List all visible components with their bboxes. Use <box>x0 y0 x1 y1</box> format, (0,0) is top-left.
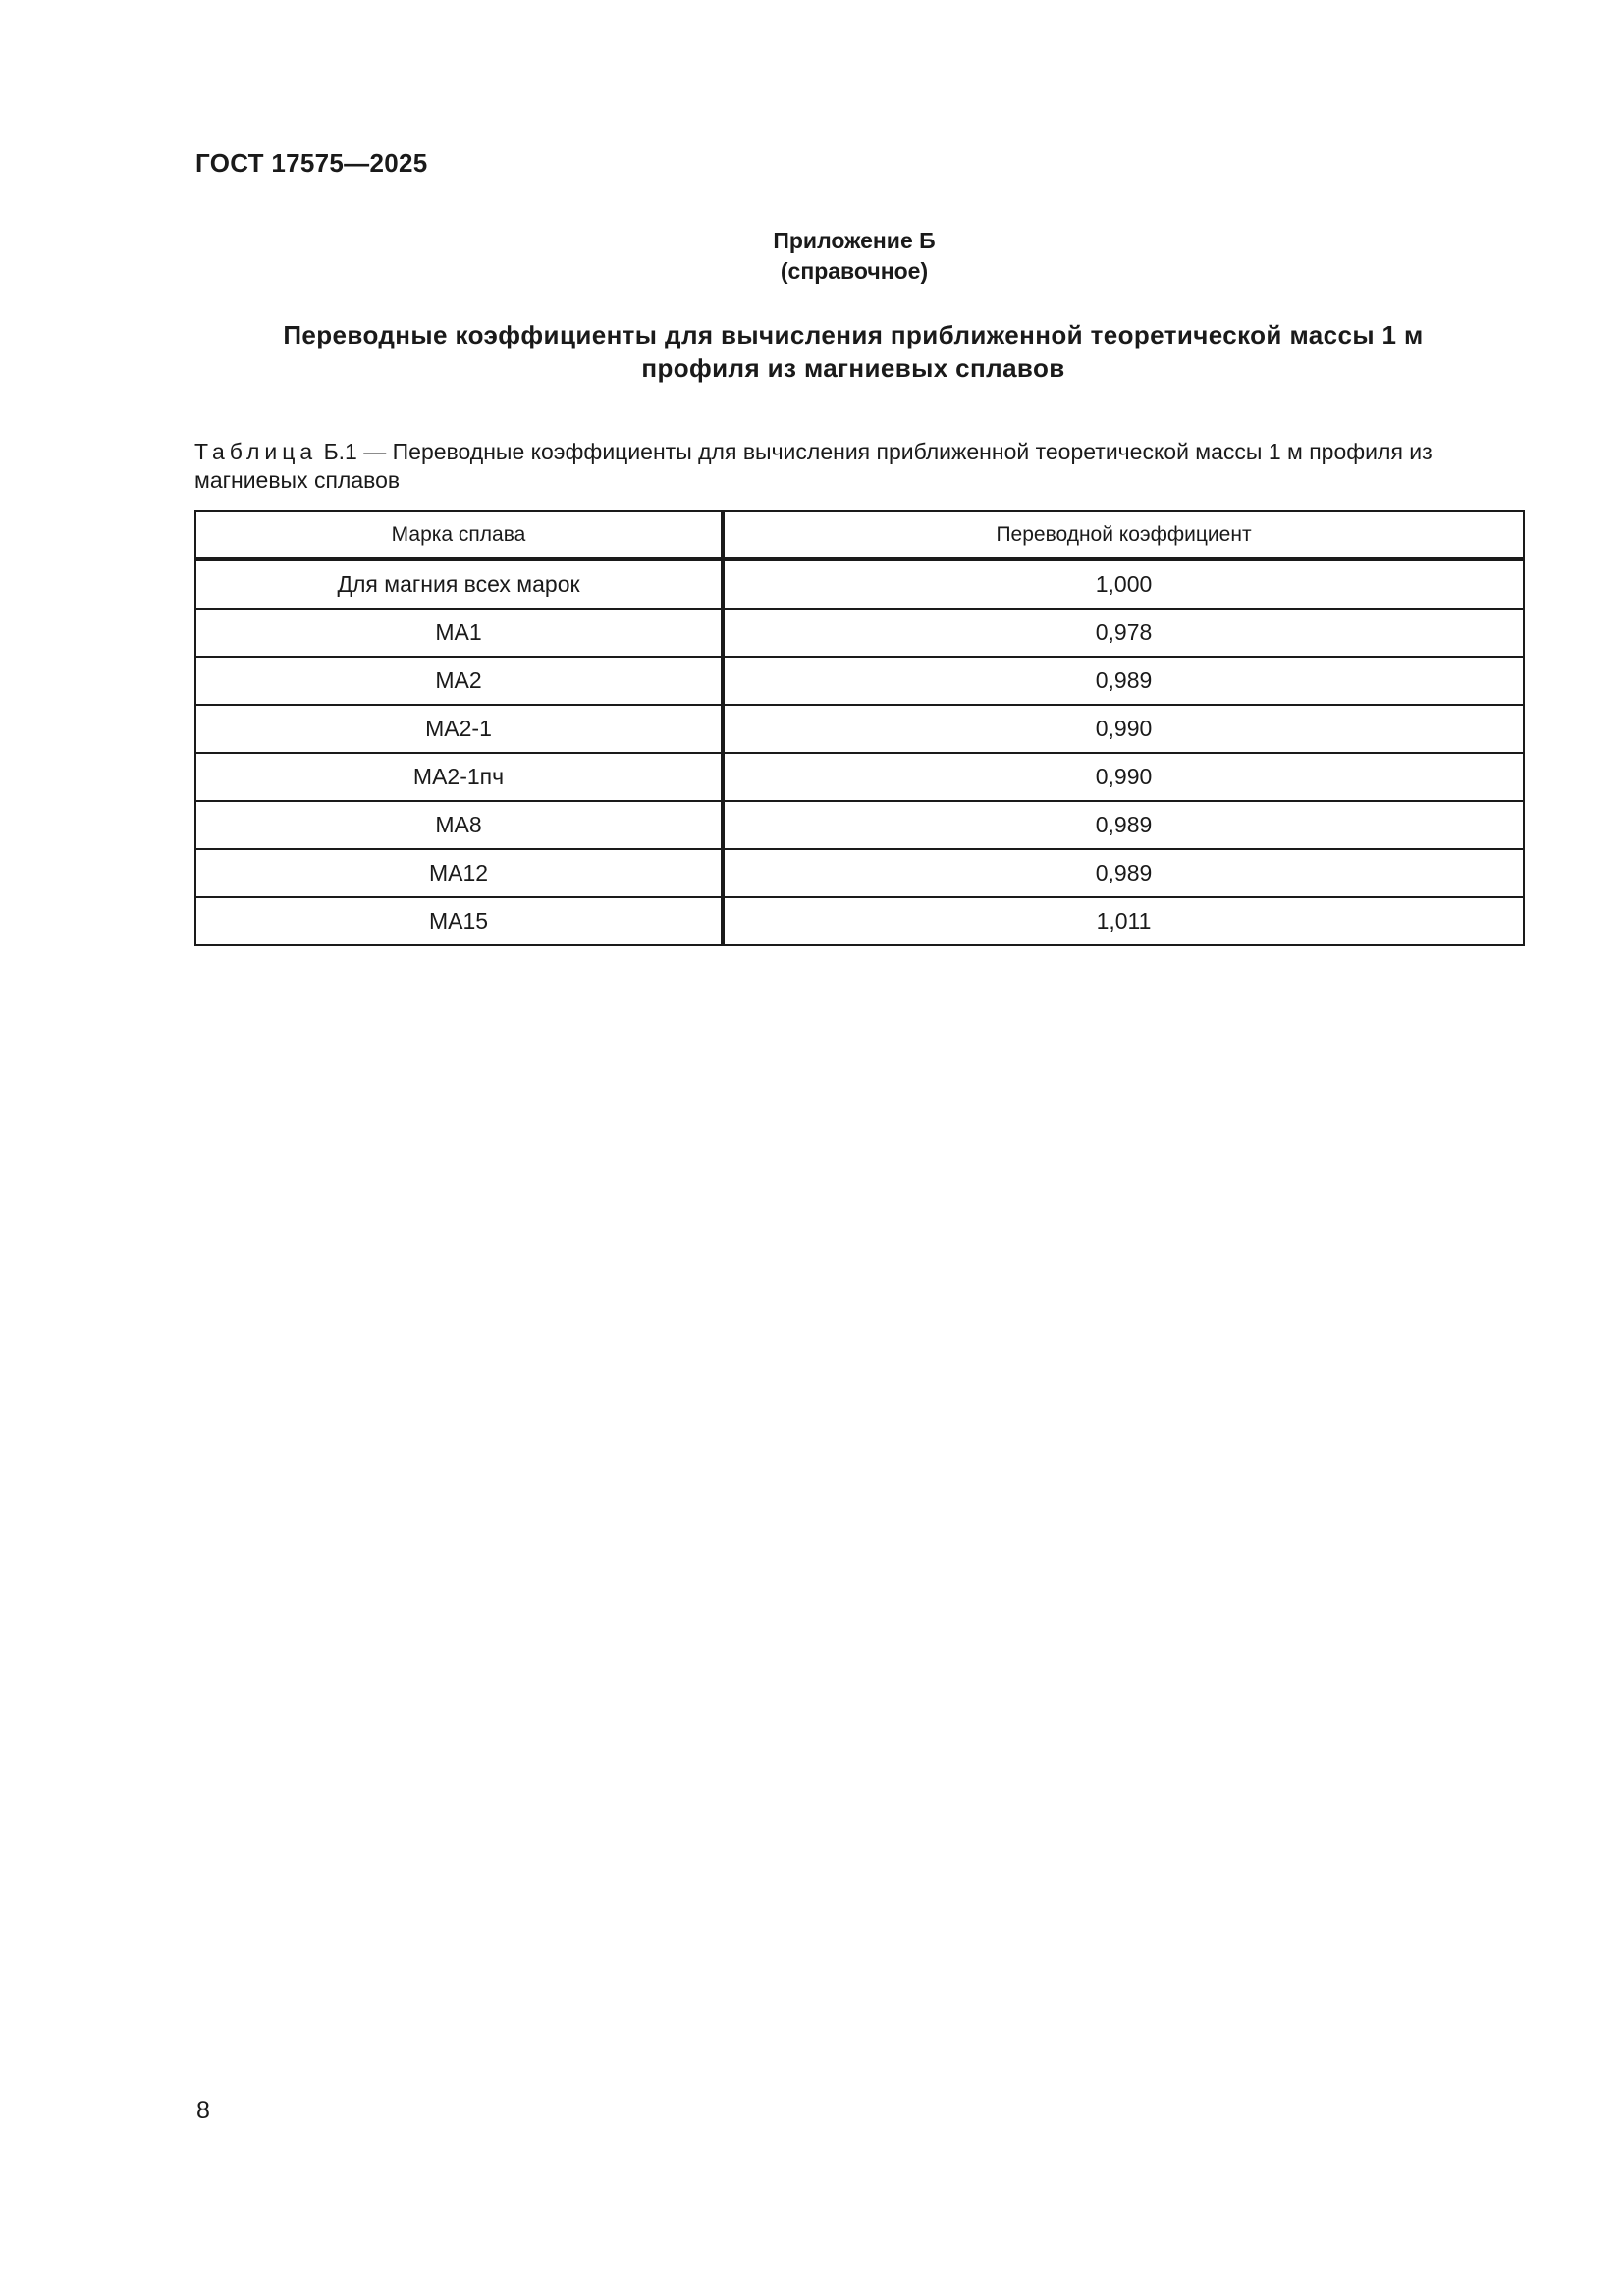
alloy-cell: Для магния всех марок <box>195 560 723 610</box>
column-header-alloy: Марка сплава <box>195 511 723 560</box>
factor-cell: 0,990 <box>723 705 1524 753</box>
page-number: 8 <box>196 2097 210 2124</box>
alloy-cell: МА2-1пч <box>195 753 723 801</box>
factor-cell: 0,989 <box>723 801 1524 849</box>
factor-cell: 1,011 <box>723 897 1524 945</box>
factor-cell: 0,989 <box>723 657 1524 705</box>
appendix-kind: (справочное) <box>780 258 929 284</box>
table-caption-text: Б.1 — Переводные коэффициенты для вычисления приближенной теоретической массы 1 м профиля из магниевых сплавов <box>194 439 1433 493</box>
table-row <box>195 801 1524 849</box>
table-row <box>195 609 1524 657</box>
factor-cell: 0,989 <box>723 849 1524 897</box>
alloy-cell: МА2 <box>195 657 723 705</box>
appendix-heading-line-2: профиля из магниевых сплавов <box>641 353 1065 383</box>
column-header-factor: Переводной коэффициент <box>723 511 1524 560</box>
table-header-row <box>195 511 1524 560</box>
factor-cell: 0,978 <box>723 609 1524 657</box>
factor-cell: 0,990 <box>723 753 1524 801</box>
appendix-title: Приложение Б <box>773 228 936 253</box>
table-row <box>195 897 1524 945</box>
alloy-cell: МА15 <box>195 897 723 945</box>
standard-number: ГОСТ 17575—2025 <box>195 148 428 178</box>
table-caption <box>194 438 1530 495</box>
appendix-heading <box>195 318 1511 385</box>
alloy-cell: МА2-1 <box>195 705 723 753</box>
table-caption-label: Таблица <box>194 439 318 464</box>
table-row <box>195 705 1524 753</box>
table-row <box>195 657 1524 705</box>
alloy-cell: МА1 <box>195 609 723 657</box>
factor-cell: 1,000 <box>723 560 1524 610</box>
appendix-heading-line-1: Переводные коэффициенты для вычисления приближенной теоретической массы 1 м <box>283 320 1424 349</box>
alloy-cell: МА12 <box>195 849 723 897</box>
table-row <box>195 560 1524 610</box>
alloy-cell: МА8 <box>195 801 723 849</box>
table-row <box>195 849 1524 897</box>
table-row <box>195 753 1524 801</box>
conversion-factor-table <box>194 510 1525 946</box>
